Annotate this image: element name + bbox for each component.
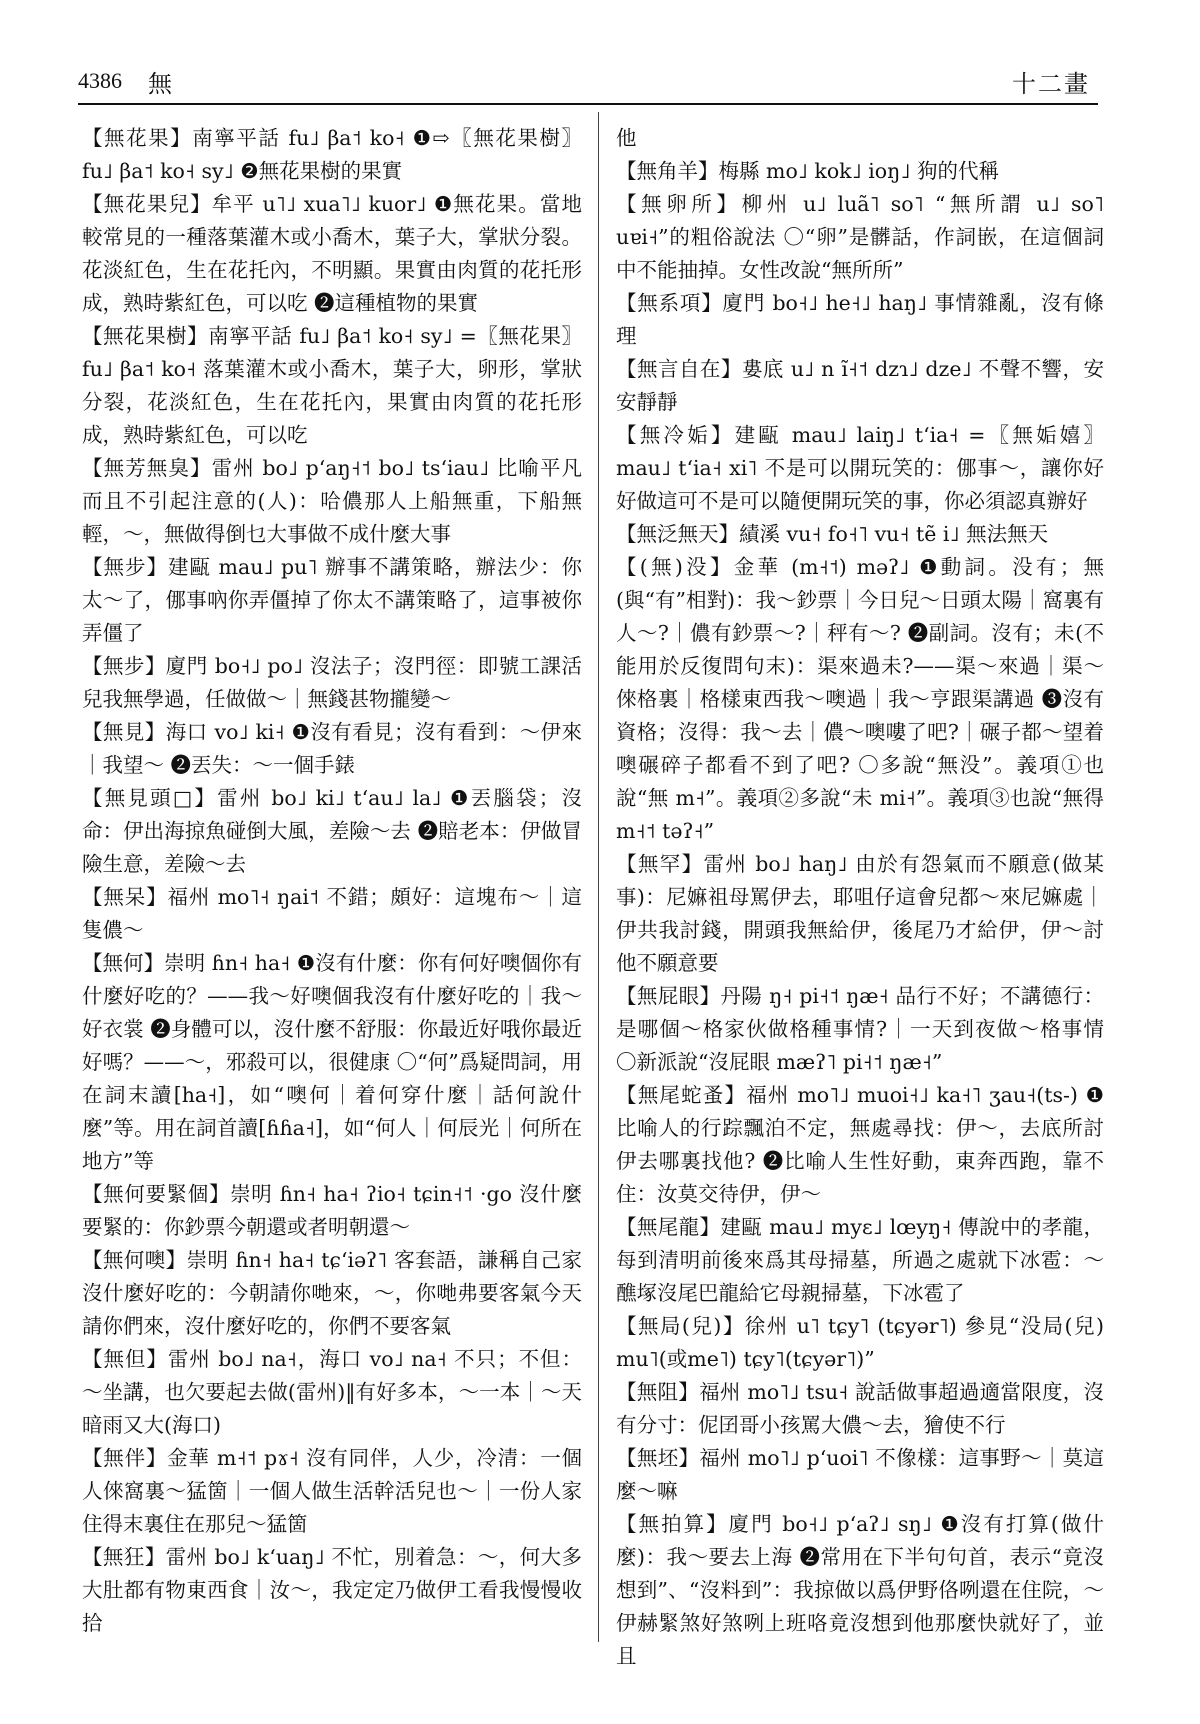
left-column bbox=[82, 122, 582, 1640]
dictionary-entry: 【無罕】雷州 bo˩ haŋ˩ 由於有怨氣而不願意(做某事)：尼嫲祖母罵伊去，耶咀仔這會兒都～來尼嫲處｜伊共我討錢，開頭我無給伊，後尾乃才給伊，伊～討他不願意要 bbox=[616, 852, 1104, 975]
dictionary-entry: 【無尾蛇蚤】福州 mo˥˩ muoi˧˩ ka˧˥ ʒau˧(ts-) ❶比喻人的行踪飄泊不定，無處尋找：伊～，去底所討伊去哪裏找他? ❷比喻人生性好動，東奔西跑，靠不住：汝莫交待伊，伊～ bbox=[616, 1083, 1104, 1206]
dictionary-entry: 【無呆】福州 mo˥˧ ŋai˦ 不錯；頗好：這塊布～｜這隻儂～ bbox=[82, 885, 582, 942]
dictionary-entry: 【無卵所】柳州 u˩ luã˥ so˥ “無所謂 u˩ so˥ uɐi˧”的粗俗說法 〇“卵”是髒話，作詞嵌，在這個詞中不能抽掉。女性改說“無所所” bbox=[616, 192, 1104, 282]
page-number: 4386 bbox=[78, 68, 122, 93]
dictionary-entry: 【無見】海口 vo˩ ki˧ ❶沒有看見；沒有看到：～伊來｜我望～ ❷丟失：～一個手錶 bbox=[82, 720, 582, 777]
dictionary-entry: 他 bbox=[616, 126, 637, 150]
dictionary-entry: 【無伴】金華 m˧˦ pɤ˧ 沒有同伴，人少，冷清：一個人倈窩裏～猛箇｜一個人做生活幹活兒也～｜一份人家住得末裏住在那兒～猛箇 bbox=[82, 1446, 582, 1536]
head-character: 無 bbox=[148, 70, 172, 98]
dictionary-entry: 【無見頭□】雷州 bo˩ ki˩ tʻau˩ la˩ ❶丟腦袋；沒命：伊出海掠魚碰倒大風，差險～去 ❷賠老本：伊做冒險生意，差險～去 bbox=[82, 786, 582, 876]
dictionary-entry: 【(無)没】金華 (m˧˦) məʔ˩ ❶動詞。没有；無(與“有”相對)：我～鈔票｜今日兒～日頭太陽｜窩裏有人～?｜儂有鈔票～?｜秤有～? ❷副詞。沒有；未(不能用於反復問句末)：渠來過未?——渠～來過｜渠～倈格裏｜格樣東西我～噢過｜我～亨跟渠講過 ❸沒有資格；沒得：我～去｜儂～噢嘍了吧?｜碾子都～望着噢碾碎子都看不到了吧? 〇多說“無没”。義項①也說“無 m˧”。義項②多說“未 mi˧”。義項③也說“無得 m˧˦ təʔ˧” bbox=[616, 555, 1104, 843]
dictionary-entry: 【無步】建甌 mau˩ pu˥ 辦事不講策略，辦法少：你太～了，㑚事吶你弄僵掉了你太不講策略了，這事被你弄僵了 bbox=[82, 555, 582, 645]
dictionary-entry: 【無步】廈門 bo˧˩ po˩ 沒法子；沒門徑：即號工課活兒我無學過，任做做～｜無錢甚物攏變～ bbox=[82, 654, 582, 711]
section-label: 十二畫 bbox=[1012, 70, 1090, 98]
dictionary-entry: 【無何】崇明 ɦn˧ ha˧ ❶沒有什麼：你有何好噢個你有什麼好吃的？——我～好噢個我沒有什麼好吃的｜我～好衣裳 ❷身體可以，沒什麼不舒服：你最近好哦你最近好嗎？——～，邪殺可以，很健康 〇“何”爲疑問詞，用在詞末讀[ha˧]，如“噢何｜着何穿什麼｜話何說什麼”等。用在詞首讀[ɦɦa˧]，如“何人｜何辰光｜何所在地方”等 bbox=[82, 951, 582, 1173]
dictionary-entry: 【無拍算】廈門 bo˧˩ pʻaʔ˩ sŋ˩ ❶沒有打算(做什麼)：我～要去上海 ❷常用在下半句句首，表示“竟沒想到”、“沒料到”：我掠做以爲伊野佫咧還在住院，～伊赫緊煞好煞咧上班咯竟沒想到他那麼快就好了，並且 bbox=[616, 1512, 1104, 1668]
dictionary-entry: 【無言自在】婁底 u˩ n ĩ˧˦ dzɿ˩ dze˩ 不聲不響，安安靜靜 bbox=[616, 357, 1104, 414]
dictionary-entry: 【無泛無天】績溪 vu˧ fo˧˥ vu˧ tẽ i˩ 無法無天 bbox=[616, 522, 1049, 546]
dictionary-entry: 【無何噢】崇明 ɦn˧ ha˧ tɕʻiəʔ˥ 客套語，謙稱自己家沒什麼好吃的：今朝請你哋來，～，你哋弗要客氣今天請你們來，沒什麼好吃的，你們不要客氣 bbox=[82, 1248, 582, 1338]
dictionary-entry: 【無角羊】梅縣 mo˩ kok˩ ioŋ˩ 狗的代稱 bbox=[616, 159, 999, 183]
dictionary-entry: 【無狂】雷州 bo˩ kʻuaŋ˩ 不忙，別着急：～，何大多大肚都有物東西食｜汝～，我定定乃做伊工看我慢慢收拾 bbox=[82, 1545, 582, 1635]
dictionary-entry: 【無阻】福州 mo˥˩ tsu˧ 說話做事超過適當限度，沒有分寸：伲囝哥小孩罵大儂～去，獪使不行 bbox=[616, 1380, 1104, 1437]
dictionary-entry: 【無尾龍】建甌 mau˩ myɛ˩ lœyŋ˧ 傳說中的孝龍，每到清明前後來爲其母掃墓，所過之處就下冰雹：～醮塚沒尾巴龍給它母親掃墓，下冰雹了 bbox=[616, 1215, 1104, 1305]
dictionary-entry: 【無芳無臭】雷州 bo˩ pʻaŋ˧˦ bo˩ tsʻiau˩ 比喻平凡而且不引起注意的(人)：哈儂那人上船無重，下船無輕，～，無做得倒乜大事做不成什麼大事 bbox=[82, 456, 582, 546]
header-rule bbox=[78, 103, 1098, 105]
dictionary-entry: 【無花果樹】南寧平話 fu˩ βa˦ ko˧ sy˩ =〖無花果〗 fu˩ βa˦ ko˧ 落葉灌木或小喬木，葉子大，卵形，掌狀分裂，花淡紅色，生在花托內，果實由肉質的花托形成，熟時紫紅色，可以吃 bbox=[82, 324, 582, 447]
dictionary-entry: 【無屁眼】丹陽 ŋ˧ pi˧˦ ŋæ˧ 品行不好；不講德行：是哪個～格家伙做格種事情?｜一天到夜做～格事情 〇新派說“沒屁眼 mæʔ˥ pi˧˦ ŋæ˧” bbox=[616, 984, 1104, 1074]
dictionary-entry: 【無坯】福州 mo˥˩ pʻuoi˥ 不像樣：這事野～｜莫這麼～嘛 bbox=[616, 1446, 1104, 1503]
page-header bbox=[0, 0, 1200, 110]
dictionary-entry: 【無何要緊個】崇明 ɦn˧ ha˧ ʔio˧ tɕin˧˦ ·go 沒什麼要緊的：你鈔票今朝還或者明朝還～ bbox=[82, 1182, 582, 1239]
dictionary-entry: 【無花果兒】牟平 u˥˩ xua˥˩ kuor˩ ❶無花果。當地較常見的一種落葉灌木或小喬木，葉子大，掌狀分裂。花淡紅色，生在花托內，不明顯。果實由肉質的花托形成，熟時紫紅色，可以吃 ❷這種植物的果實 bbox=[82, 192, 582, 315]
right-column bbox=[616, 122, 1104, 1673]
dictionary-entry: 【無局(兒)】徐州 u˥ tɕy˥ (tɕyər˥) 參見“没局(兒) mu˥(或me˥) tɕy˥(tɕyər˥)” bbox=[616, 1314, 1104, 1371]
dictionary-entry: 【無花果】南寧平話 fu˩ βa˦ ko˧ ❶⇨〖無花果樹〗 fu˩ βa˦ ko˧ sy˩ ❷無花果樹的果實 bbox=[82, 126, 582, 183]
dictionary-entry: 【無冷姤】建甌 mau˩ laiŋ˩ tʻia˧ =〖無姤嬉〗 mau˩ tʻia˧ xi˥ 不是可以開玩笑的：㑚事～，讓你好好做這可不是可以隨便開玩笑的事，你必須認真辦好 bbox=[616, 423, 1104, 513]
column-divider bbox=[598, 112, 599, 1642]
dictionary-entry: 【無系項】廈門 bo˧˩ he˧˩ haŋ˩ 事情雜亂，沒有條理 bbox=[616, 291, 1104, 348]
dictionary-entry: 【無但】雷州 bo˩ na˧，海口 vo˩ na˧ 不只；不但：～坐講，也欠要起去做(雷州)‖有好多本，～一本｜～天暗雨又大(海口) bbox=[82, 1347, 582, 1437]
